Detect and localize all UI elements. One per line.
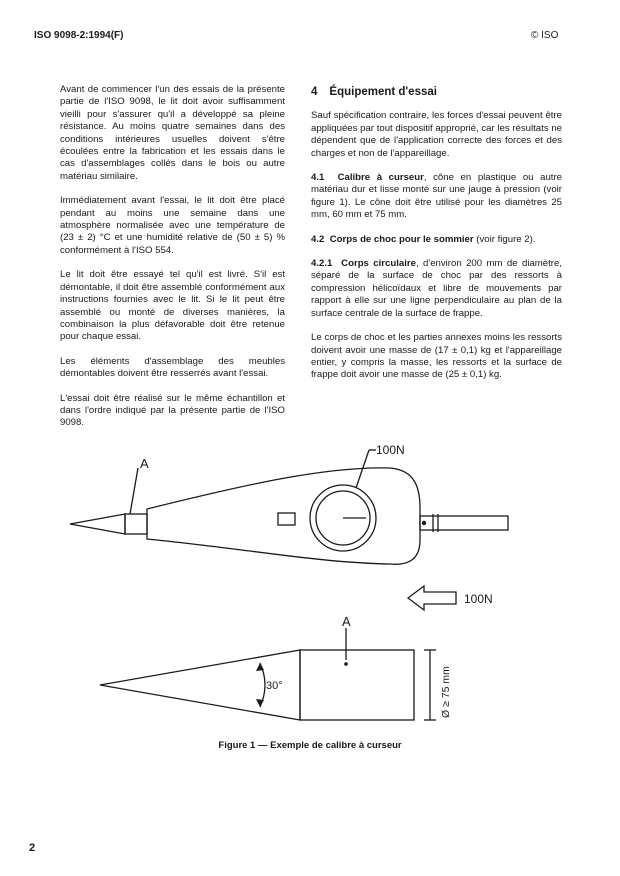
clause-4-2-1 bbox=[311, 258, 562, 320]
cone-cylinder bbox=[300, 650, 414, 720]
gauge-body bbox=[147, 468, 420, 564]
clause-number: 4.2 bbox=[311, 233, 325, 245]
clause-text: , d'environ 200 mm de diamètre, séparé de la surface de choc par des ressorts à compression hélicoïdaux et libre de mouvements par rapport à elle sur une ligne perpendiculaire au plan de la surface centrale de la surface de frappe. bbox=[311, 258, 562, 319]
clause-text: (voir figure 2). bbox=[473, 233, 536, 245]
clause-title: Corps circulaire bbox=[341, 258, 416, 270]
clause-4-1 bbox=[311, 172, 562, 222]
figure-caption: Figure 1 — Exemple de calibre à curseur bbox=[218, 740, 402, 751]
right-text-column bbox=[311, 84, 562, 394]
paragraph-fasteners: Les éléments d'assemblage des meubles démontables doivent être resserrés avant l'essai. bbox=[60, 355, 285, 380]
paragraph-intro: Sauf spécification contraire, les forces d'essai peuvent être appliquées par tout dispositif approprié, car les résultats ne dépendent que de l'application correcte des forces et des charges et non de l'appareillage. bbox=[311, 110, 562, 159]
leader-line-a bbox=[130, 468, 138, 514]
figure-label-diameter: Ø ≥ 75 mm bbox=[440, 666, 452, 718]
paragraph-atmosphere: Immédiatement avant l'essai, le lit doit être placé pendant au moins une semaine dans une atmosphère normalisée avec une température de (23 ± 2) °C et une humidité relative de (50 ± 5) % conformément à l'ISO 554. bbox=[60, 195, 285, 256]
figure-label-arrow-force: 100N bbox=[464, 592, 493, 606]
gauge-collar bbox=[125, 514, 147, 534]
angle-arrowhead bbox=[256, 663, 264, 671]
gauge-cone-tip bbox=[70, 514, 125, 534]
section-number: 4 bbox=[311, 86, 318, 98]
paragraph-test-order: L'essai doit être réalisé sur le même échantillon et dans l'ordre indiqué par la présente partie de l'ISO 9098. bbox=[60, 392, 285, 429]
figure-1 bbox=[60, 428, 570, 728]
clause-number: 4.2.1 bbox=[311, 258, 333, 270]
clause-title: Calibre à curseur bbox=[337, 172, 424, 184]
section-title: Équipement d'essai bbox=[329, 86, 437, 98]
figure-label-dial-force: 100N bbox=[376, 443, 405, 457]
figure-label-a-bottom: A bbox=[342, 614, 351, 629]
standard-reference: ISO 9098-2:1994(F) bbox=[34, 30, 124, 41]
paragraph-masses: Le corps de choc et les parties annexes moins les ressorts doivent avoir une masse de (17 ± 0,1) kg et l'appareillage entier, y compris la masse, les ressorts et la surface de frappe doit avoir une masse de (25 ± 0,1) kg. bbox=[311, 332, 562, 381]
clause-number: 4.1 bbox=[311, 172, 325, 184]
paragraph-assembly: Le lit doit être essayé tel qu'il est livré. S'il est démontable, il doit être assemblé conformément aux instructions fournies avec le lit. Si le lit peut être assemblé ou monté de diverses manières, la combinaison la plus défavorable doit être retenue pour chaque essai. bbox=[60, 269, 285, 343]
force-arrow bbox=[408, 586, 456, 610]
rod-end-dot bbox=[422, 521, 426, 525]
paragraph-conditioning: Avant de commencer l'un des essais de la présente partie de l'ISO 9098, le lit doit avoir suffisamment vieilli pour s'assurer qu'il a développé sa pleine résistance. Au moins quatre semaines dans des conditions intérieures usuelles doivent s'être écoulées entre la fabrication et les essais dans le cas d'assemblages collés dans le bois ou autre matériau similaire. bbox=[60, 84, 285, 182]
page-number: 2 bbox=[29, 842, 36, 854]
centre-dot bbox=[344, 662, 348, 666]
gauge-diagram bbox=[60, 428, 570, 728]
clause-text: , cône en plastique ou autre matériau dur et lisse monté sur une jauge à pression (voir figure 1). Le cône doit être utilisé pour les diamètres 25 mm, 60 mm et 75 mm. bbox=[311, 172, 562, 221]
figure-label-a-top: A bbox=[140, 456, 149, 471]
figure-label-angle: 30° bbox=[266, 680, 283, 692]
section-heading bbox=[311, 86, 562, 98]
angle-arrowhead bbox=[256, 699, 264, 707]
left-text-column bbox=[60, 84, 285, 442]
copyright-notice: © ISO bbox=[531, 30, 559, 41]
clause-title: Corps de choc pour le sommier bbox=[329, 233, 474, 245]
gauge-slot bbox=[278, 513, 295, 525]
clause-4-2 bbox=[311, 234, 562, 246]
